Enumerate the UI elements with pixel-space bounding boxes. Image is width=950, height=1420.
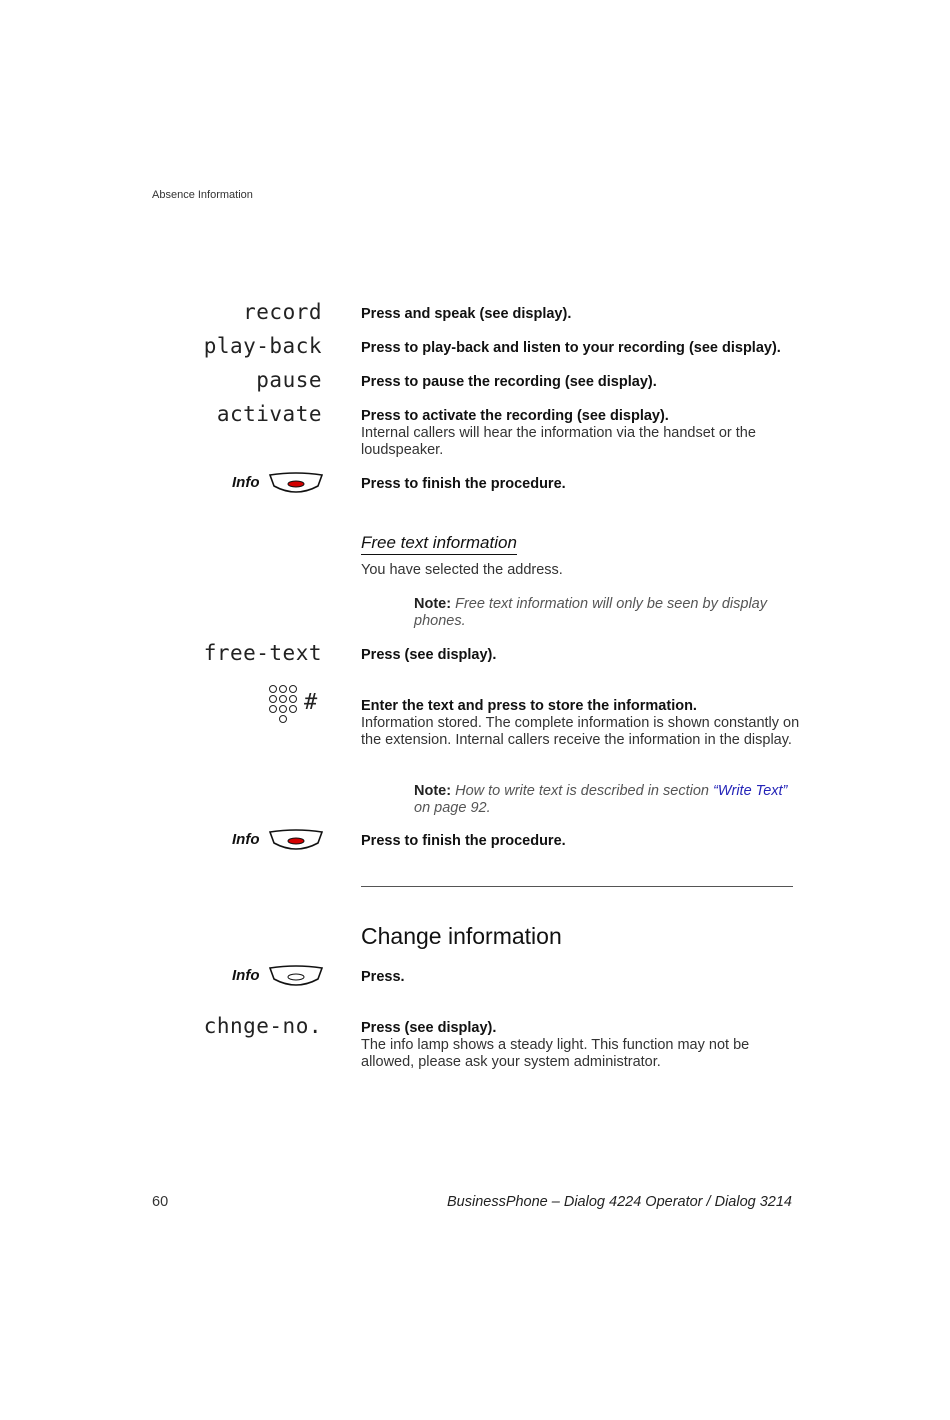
- write-text-link[interactable]: “Write Text”: [712, 783, 788, 799]
- section-divider: [361, 886, 793, 887]
- info-button-lit-icon[interactable]: [268, 472, 324, 496]
- info-button-lit-icon[interactable]: [268, 829, 324, 853]
- step-change-press-text: [361, 969, 801, 986]
- softkey-free-text[interactable]: free-text: [203, 641, 322, 665]
- step-finish-2-instruction: Press to finish the procedure.: [361, 833, 566, 849]
- step-chnge-no-detail: The info lamp shows a steady light. This function may not be allowed, please ask your system administrator.: [361, 1037, 750, 1070]
- info-key-row-2[interactable]: [220, 829, 324, 853]
- step-finish-text: [361, 476, 801, 493]
- free-text-heading: Free text information: [361, 533, 517, 555]
- note-write-text: [414, 783, 799, 817]
- softkey-record[interactable]: record: [243, 300, 322, 324]
- step-activate-instruction: Press to activate the recording (see display).: [361, 408, 669, 424]
- note-text-before: How to write text is described in section: [455, 783, 713, 799]
- info-key-label: Info: [232, 474, 260, 491]
- info-key-row-3[interactable]: [220, 965, 324, 989]
- step-chnge-no-text: [361, 1020, 801, 1071]
- info-key-row-1[interactable]: [220, 472, 324, 496]
- step-record-instruction: Press and speak (see display).: [361, 306, 572, 322]
- note-text-after: on page 92.: [414, 800, 491, 816]
- step-pause-instruction: Press to pause the recording (see display).: [361, 374, 657, 390]
- page-number: 60: [152, 1194, 169, 1210]
- info-key-label: Info: [232, 831, 260, 848]
- step-free-text-instruction: Press (see display).: [361, 647, 497, 663]
- step-enter-text: [361, 698, 801, 749]
- softkey-play-back[interactable]: play-back: [203, 334, 322, 358]
- section-header: Absence Information: [152, 189, 253, 201]
- note-text: Free text information will only be seen by display phones.: [414, 596, 767, 629]
- note-label: Note:: [414, 783, 452, 799]
- change-heading: Change information: [361, 923, 562, 949]
- keypad-and-hash[interactable]: [268, 684, 326, 726]
- step-activate-text: [361, 408, 801, 459]
- info-key-label: Info: [232, 967, 260, 984]
- step-chnge-no-instruction: Press (see display).: [361, 1020, 497, 1036]
- keypad-icon[interactable]: [268, 684, 300, 726]
- step-finish-instruction: Press to finish the procedure.: [361, 476, 566, 492]
- hash-key-icon[interactable]: #: [304, 690, 318, 715]
- footer-title: BusinessPhone – Dialog 4224 Operator / Dialog 3214: [446, 1194, 792, 1210]
- step-change-press-instruction: Press.: [361, 969, 405, 985]
- step-finish-2-text: [361, 833, 801, 850]
- step-record-text: [361, 306, 801, 323]
- step-free-text-text: [361, 647, 801, 664]
- note-free-text: [414, 596, 799, 630]
- softkey-chnge-no[interactable]: chnge-no.: [203, 1014, 322, 1038]
- step-activate-detail: Internal callers will hear the information via the handset or the loudspeaker.: [361, 425, 756, 458]
- softkey-pause[interactable]: pause: [256, 368, 322, 392]
- step-enter-instruction: Enter the text and press to store the information.: [361, 698, 697, 714]
- note-label: Note:: [414, 596, 452, 612]
- info-button-icon[interactable]: [268, 965, 324, 989]
- step-enter-detail: Information stored. The complete information is shown constantly on the extension. Internal callers receive the information in the display.: [361, 715, 800, 748]
- step-play-back-text: [361, 340, 801, 357]
- softkey-activate[interactable]: activate: [216, 402, 322, 426]
- step-play-back-instruction: Press to play-back and listen to your recording (see display).: [361, 340, 781, 356]
- step-pause-text: [361, 374, 801, 391]
- free-text-intro: You have selected the address.: [361, 562, 563, 578]
